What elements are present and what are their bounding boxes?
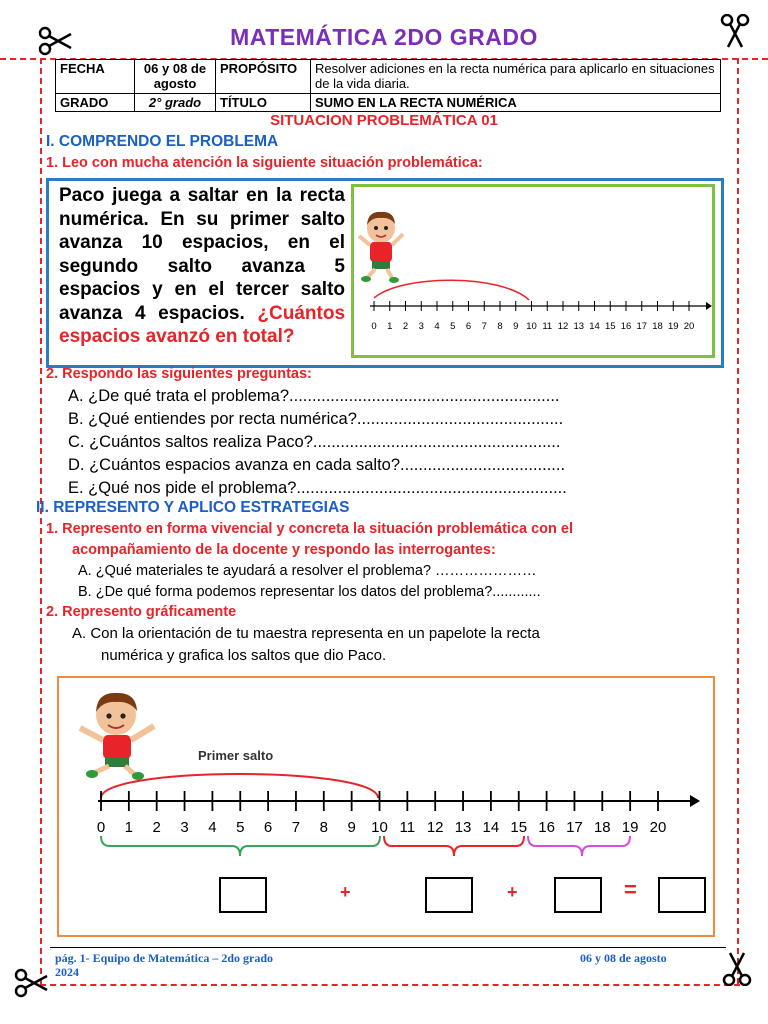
tick-label: 14 <box>589 321 600 332</box>
section2-heading: II. REPRESENTO Y APLICO ESTRATEGIAS <box>36 499 350 516</box>
tick-label: 11 <box>542 321 553 332</box>
section2-step1-line1: 1. Represento en forma vivencial y concreta la situación problemática con el <box>46 521 574 537</box>
question-a: A. ¿De qué trata el problema?........................................................... <box>68 387 560 405</box>
answer-box-1[interactable] <box>219 877 267 913</box>
grado-label: GRADO <box>56 94 135 112</box>
section2-step1-line2: acompañamiento de la docente y respondo las interrogantes: <box>72 542 496 558</box>
tick-label: 11 <box>399 819 416 836</box>
tick-label: 16 <box>538 819 555 836</box>
plus-sign-1: + <box>340 882 351 902</box>
answer-box-total[interactable] <box>658 877 706 913</box>
plus-sign-2: + <box>507 882 518 902</box>
tick-label: 5 <box>450 321 456 332</box>
question-e: E. ¿Qué nos pide el problema?........................................................... <box>68 479 567 497</box>
footer-date: 06 y 08 de agosto <box>580 951 667 965</box>
tick-label: 17 <box>636 321 648 332</box>
brace-first-jump <box>101 836 380 856</box>
titulo-value: SUMO EN LA RECTA NUMÉRICA <box>311 94 721 112</box>
story-text <box>59 184 345 349</box>
tick-label: 7 <box>291 819 301 836</box>
sub-question-b: B. ¿De qué forma podemos representar los datos del problema?............ <box>78 584 541 600</box>
tick-label: 19 <box>621 819 639 836</box>
tick-label: 6 <box>263 819 273 836</box>
number-line-small <box>362 270 712 340</box>
brace-third-jump <box>528 836 630 856</box>
instruction-line1: A. Con la orientación de tu maestra representa en un papelote la recta <box>72 625 540 642</box>
tick-label: 1 <box>387 321 393 332</box>
tick-label: 3 <box>180 819 189 836</box>
footer-divider <box>50 947 726 948</box>
instruction-line2: numérica y grafica los saltos que dio Paco. <box>101 647 387 664</box>
tick-label: 6 <box>465 321 472 332</box>
fecha-label: FECHA <box>56 60 135 94</box>
scissors-icon <box>14 966 48 1000</box>
section1-step1: 1. Leo con mucha atención la siguiente situación problemática: <box>46 155 483 171</box>
tick-label: 14 <box>482 819 500 836</box>
grado-value: 2° grado <box>135 94 216 112</box>
question-b: B. ¿Qué entiendes por recta numérica?............................................. <box>68 410 564 428</box>
proposito-value: Resolver adiciones en la recta numérica para aplicarlo en situaciones de la vida diaria. <box>311 60 721 94</box>
tick-label: 12 <box>557 321 569 332</box>
sub-question-a: A. ¿Qué materiales te ayudará a resolver el problema? ………………… <box>78 563 537 579</box>
number-line-large <box>60 760 710 880</box>
tick-label: 7 <box>481 321 487 332</box>
equals-sign: = <box>624 877 637 902</box>
tick-label: 16 <box>620 321 632 332</box>
answer-box-2[interactable] <box>425 877 473 913</box>
fecha-value: 06 y 08 de agosto <box>135 60 216 94</box>
section1-heading: I. COMPRENDO EL PROBLEMA <box>46 133 279 150</box>
question-d: D. ¿Cuántos espacios avanza en cada salto?.................................... <box>68 456 566 474</box>
tick-label: 17 <box>566 819 583 836</box>
tick-label: 0 <box>96 819 106 836</box>
footer-year: 2024 <box>55 965 79 979</box>
first-jump-arc <box>374 280 529 300</box>
tick-label: 2 <box>402 321 409 332</box>
titulo-label: TÍTULO <box>216 94 311 112</box>
tick-label: 3 <box>418 321 424 332</box>
tick-label: 4 <box>208 819 217 836</box>
cut-line-right <box>737 58 739 984</box>
question-c: C. ¿Cuántos saltos realiza Paco?...................................................... <box>68 433 561 451</box>
tick-label: 18 <box>652 321 663 332</box>
tick-label: 2 <box>152 819 161 836</box>
cut-line-bottom <box>40 984 740 986</box>
tick-label: 1 <box>124 819 134 836</box>
tick-label: 9 <box>513 321 519 332</box>
page-title: MATEMÁTICA 2DO GRADO <box>230 24 538 50</box>
tick-label: 5 <box>236 819 245 836</box>
proposito-label: PROPÓSITO <box>216 60 311 94</box>
tick-label: 20 <box>683 321 695 332</box>
tick-label: 0 <box>371 321 377 332</box>
story-question: ¿Cuántos espacios avanzó en total? <box>59 302 346 347</box>
tick-label: 15 <box>510 819 528 836</box>
section2-step2: 2. Represento gráficamente <box>46 604 237 620</box>
tick-label: 8 <box>497 321 503 332</box>
answer-box-3[interactable] <box>554 877 602 913</box>
tick-label: 19 <box>667 321 679 332</box>
header-table <box>55 59 721 112</box>
tick-label: 8 <box>319 819 328 836</box>
tick-label: 4 <box>434 321 440 332</box>
tick-label: 13 <box>573 321 585 332</box>
footer-left: pág. 1- Equipo de Matemática – 2do grado <box>55 951 274 965</box>
tick-label: 20 <box>649 819 667 836</box>
tick-label: 12 <box>426 819 444 836</box>
scissors-icon <box>720 952 754 986</box>
tick-label: 18 <box>593 819 611 836</box>
tick-label: 10 <box>371 819 388 836</box>
story-statement: Paco juega a saltar en la recta numérica. En su primer salto avanza 10 espacios, en el segundo salto avanza 5 espacios y en el tercer salto avanza 4 espacios. <box>59 185 345 324</box>
situation-title: SITUACION PROBLEMÁTICA 01 <box>270 112 498 129</box>
tick-label: 15 <box>604 321 616 332</box>
brace-second-jump <box>384 836 524 856</box>
tick-label: 10 <box>526 321 537 332</box>
tick-label: 9 <box>347 819 356 836</box>
section1-step2: 2. Respondo las siguientes preguntas: <box>46 366 312 382</box>
tick-label: 13 <box>454 819 472 836</box>
cut-line-left <box>40 58 42 984</box>
jump-label: Primer salto <box>198 748 274 763</box>
